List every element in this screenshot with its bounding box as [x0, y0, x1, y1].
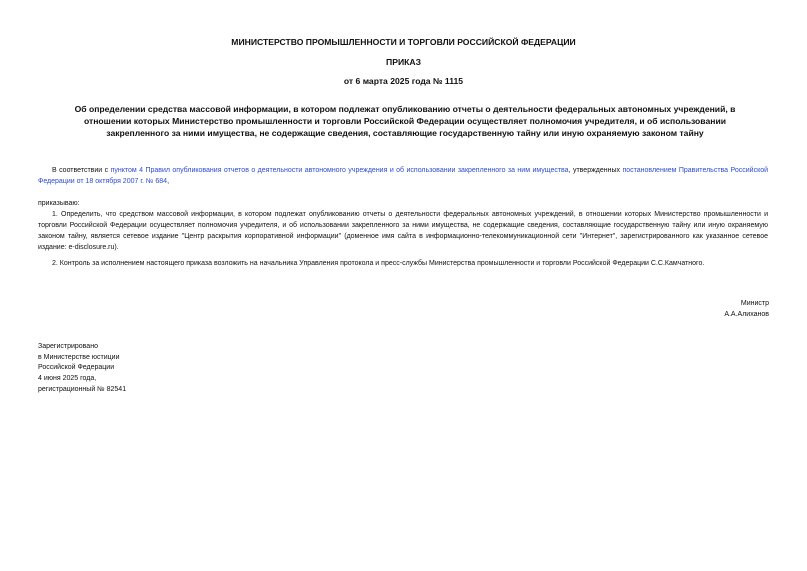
registration-line-2: в Министерстве юстиции	[38, 354, 120, 361]
order-date-heading: от 6 марта 2025 года № 1115	[343, 76, 464, 86]
registration-number: регистрационный № 82541	[38, 386, 127, 393]
order-item-1: 1. Определить, что средством массовой информации, в котором подлежат опубликованию отчеты о деятельности федеральных автономных учреждений, в отношении которых Министерство промышленности и торговли Российской Федерации осуществляет полномочия учредителя, и об использовании закрепленного за ними имущества, не содержащие сведения, составляющие государственную тайну или иную охраняемую законом тайну, является сетевое издание "Центр раскрытия корпоративной информации" (доменное имя сайта в информационно-телекоммуникационной сети "Интернет", зарегистрированного как указанное сетевое издание: e-disclosure.ru).	[38, 211, 768, 251]
basis-paragraph	[38, 165, 768, 187]
basis-prefix-text: В соответствии с	[52, 167, 111, 174]
signatory-name: А.А.Алиханов	[724, 311, 769, 318]
basis-middle-text: , утвержденных	[568, 167, 623, 174]
ministry-heading: МИНИСТЕРСТВО ПРОМЫШЛЕННОСТИ И ТОРГОВЛИ РОССИЙСКОЙ ФЕДЕРАЦИИ	[231, 37, 576, 47]
signatory-position: Министр	[740, 300, 769, 307]
registration-line-3: Российской Федерации	[38, 364, 115, 371]
orders-word: приказываю:	[38, 200, 80, 207]
registration-line-4: 4 июня 2025 года,	[38, 375, 97, 382]
basis-suffix-text: ,	[167, 178, 170, 185]
rules-point4-link[interactable]: пунктом 4 Правил опубликования отчетов о деятельности автономного учреждения и об использовании закрепленного за ним имущества	[110, 167, 569, 174]
government-decree-link[interactable]: постановлением Правительства Российской Федерации от 18 октября 2007 г. № 684	[38, 167, 769, 185]
registration-line-1: Зарегистрировано	[38, 343, 98, 350]
order-item-2: 2. Контроль за исполнением настоящего приказа возложить на начальника Управления протокола и пресс-службы Министерства промышленности и торговли Российской Федерации С.С.Камчатного.	[52, 260, 705, 267]
document-title: Об определении средства массовой информации, в котором подлежат опубликованию отчеты о деятельности федеральных автономных учреждений, в отношении которых Министерство промышленности и торговли Российской Федерации осуществляет полномочия учредителя, и об использовании закрепленного за ними имущества, не содержащие сведения, составляющие государственную тайну или иную охраняемую законом тайну	[74, 104, 736, 138]
order-type-heading: ПРИКАЗ	[386, 57, 421, 67]
